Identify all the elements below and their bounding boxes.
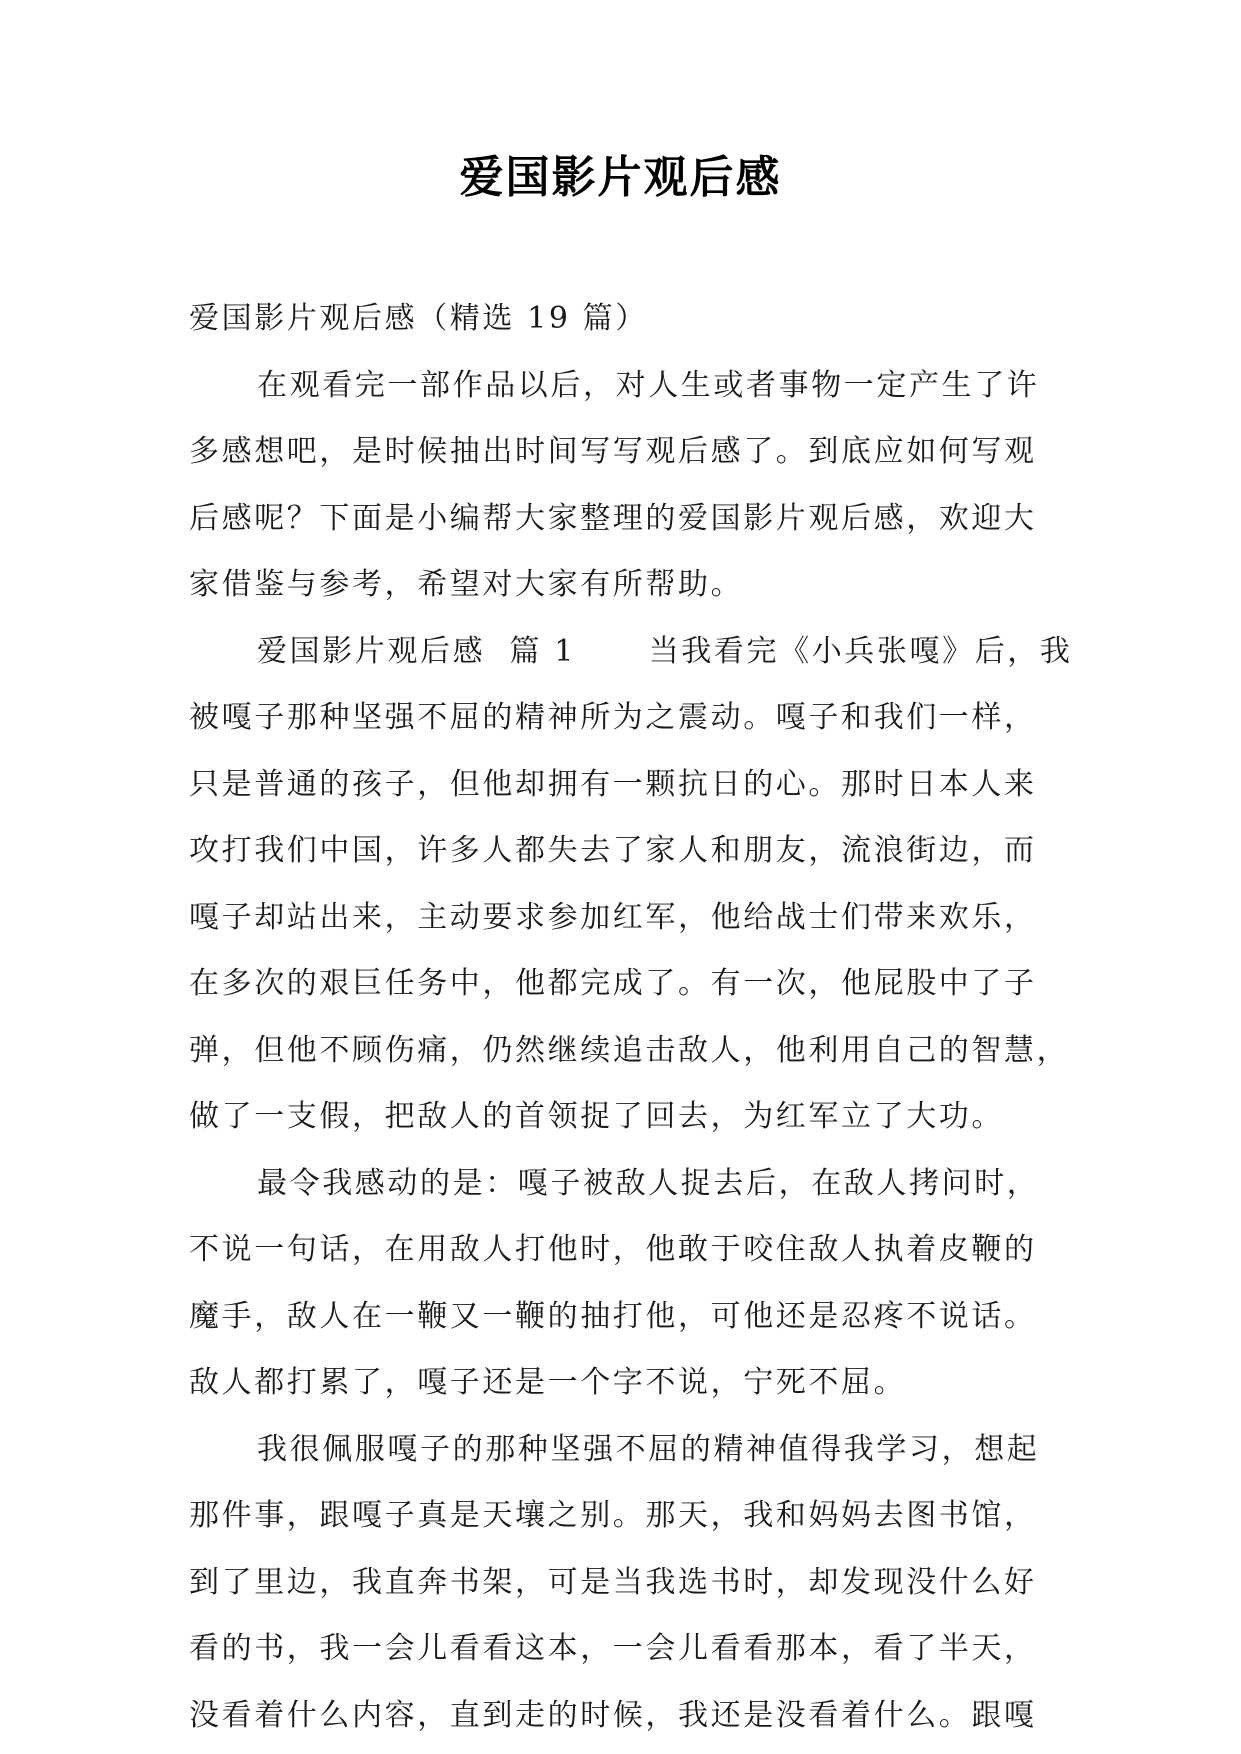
text-line: 后感呢？下面是小编帮大家整理的爱国影片观后感，欢迎大 [189, 500, 1037, 536]
text-line: 到了里边，我直奔书架，可是当我选书时，却发现没什么好 [189, 1564, 1037, 1600]
text-line: 我很佩服嘎子的那种坚强不屈的精神值得我学习，想起 [257, 1431, 1040, 1467]
document-title: 爱国影片观后感 [459, 152, 782, 203]
text-line: 只是普通的孩子，但他却拥有一颗抗日的心。那时日本人来 [189, 766, 1037, 802]
text-line: 最令我感动的是：嘎子被敌人捉去后，在敌人拷问时， [257, 1165, 1040, 1201]
text-line: 被嘎子那种坚强不屈的精神所为之震动。嘎子和我们一样， [189, 700, 1037, 735]
text-line: 爱国影片观后感（精选 19 篇） [189, 301, 648, 336]
text-line: 多感想吧，是时候抽出时间写写观后感了。到底应如何写观 [189, 434, 1037, 469]
text-line: 敌人都打累了，嘎子还是一个字不说，宁死不屈。 [189, 1365, 907, 1400]
text-line: 看的书，我一会儿看看这本，一会儿看看那本，看了半天， [189, 1631, 1037, 1666]
text-line: 爱国影片观后感 篇 1 当我看完《小兵张嘎》后，我 [257, 633, 1073, 669]
text-line: 魔手，敌人在一鞭又一鞭的抽打他，可他还是忍疼不说话。 [189, 1298, 1037, 1334]
text-line: 嘎子却站出来，主动要求参加红军，他给战士们带来欢乐， [189, 899, 1037, 935]
text-line: 不说一句话，在用敌人打他时，他敢于咬住敌人执着皮鞭的 [189, 1232, 1037, 1267]
document-body [189, 286, 1073, 1749]
text-line: 那件事，跟嘎子真是天壤之别。那天，我和妈妈去图书馆， [189, 1498, 1037, 1533]
text-line: 在观看完一部作品以后，对人生或者事物一定产生了许 [257, 367, 1040, 403]
text-line: 做了一支假，把敌人的首领捉了回去，为红军立了大功。 [189, 1099, 1004, 1134]
text-line: 弹，但他不顾伤痛，仍然继续追击敌人，他利用自己的智慧， [189, 1032, 1070, 1068]
text-line: 攻打我们中国，许多人都失去了家人和朋友，流浪街边，而 [189, 833, 1037, 868]
text-line: 没看着什么内容，直到走的时候，我还是没看着什么。跟嘎 [189, 1697, 1037, 1733]
text-line: 家借鉴与参考，希望对大家有所帮助。 [189, 567, 744, 602]
text-line: 在多次的艰巨任务中，他都完成了。有一次，他屁股中了子 [189, 966, 1037, 1001]
